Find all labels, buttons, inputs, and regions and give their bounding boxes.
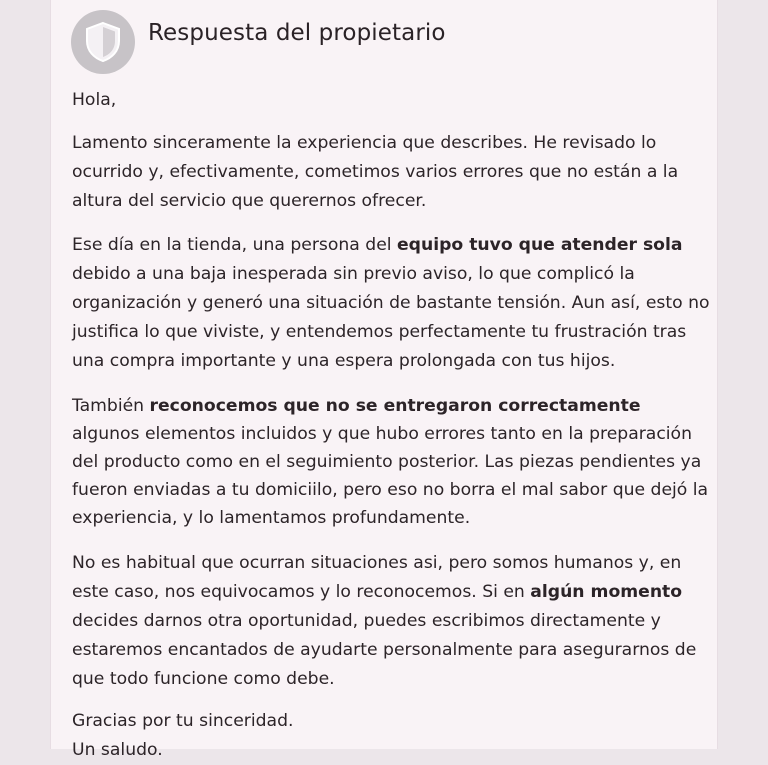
paragraph-2: Ese día en la tienda, una persona del equipo tuvo que atender sola debido a una baja inesperada sin previo aviso, lo que complicó la organización y generó una situación de bastante tensión. Aun así, esto no justifica lo que viviste, y entendemos perfectamente tu frustración tras una compra importante y una espera prolongada con tus hijos. [72, 235, 710, 371]
response-body [72, 86, 712, 765]
shield-icon [84, 21, 122, 63]
paragraph-4: No es habitual que ocurran situaciones asi, pero somos humanos y, en este caso, nos equivocamos y lo reconocemos. Si en algún momento decides darnos otra oportunidad, puedes escribimos directamente y estaremos encantados de ayudarte personalmente para asegurarnos de que todo funcione como debe. [72, 553, 697, 689]
signoff-line: Un saludo. [72, 740, 163, 760]
paragraph-3: También reconocemos que no se entregaron correctamente algunos elementos incluidos y que hubo errores tanto en la preparación del producto como en el seguimiento posterior. Las piezas pendientes ya fueron enviadas a tu domiciilo, pero eso no borra el mal sabor que dejó la experiencia, y lo lamentamos profundamente. [72, 396, 709, 528]
greeting: Hola, [72, 90, 117, 110]
page-title: Respuesta del propietario [148, 20, 446, 46]
avatar [71, 10, 135, 74]
paragraph-1: Lamento sinceramente la experiencia que describes. He revisado lo ocurrido y, efectivamente, cometimos varios errores que no están a la altura del servicio que querernos ofrecer. [72, 133, 679, 211]
thanks-line: Gracias por tu sinceridad. [72, 711, 294, 731]
